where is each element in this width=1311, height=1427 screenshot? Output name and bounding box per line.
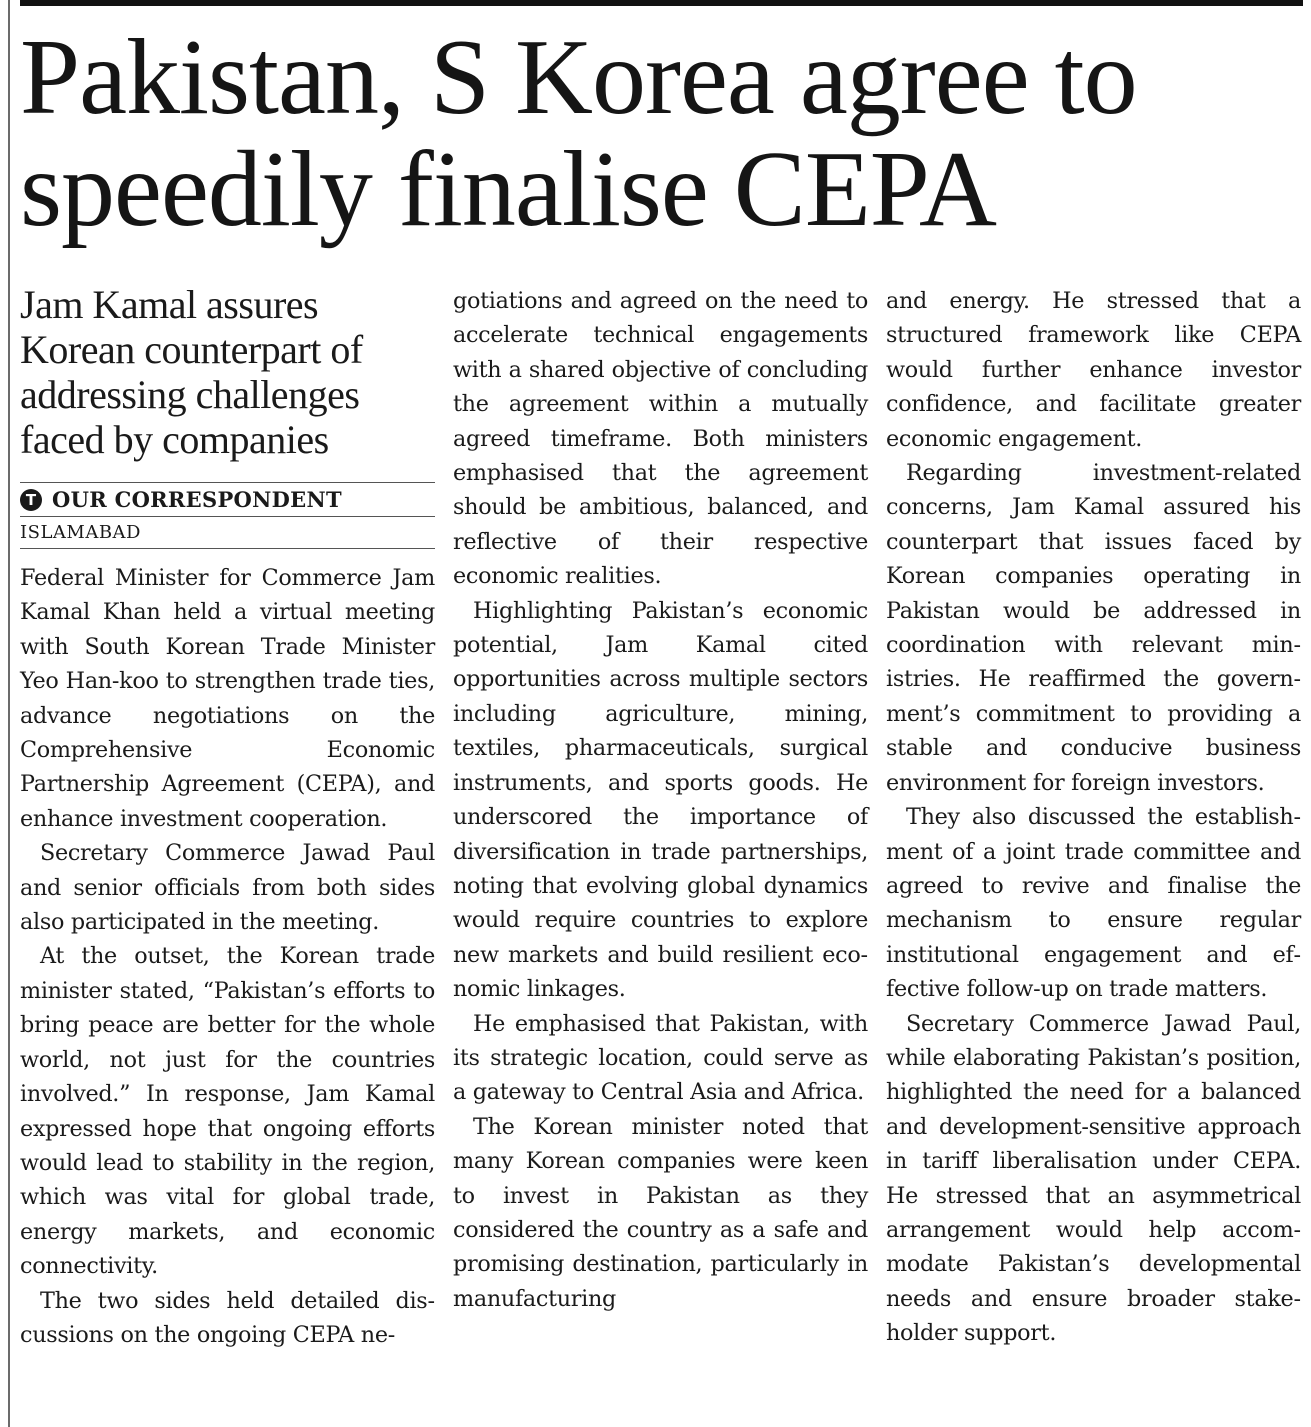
- byline-text: OUR CORRESPONDENT: [52, 487, 342, 512]
- headline: Pakistan, S Korea agree to speedily finalise CEPA: [20, 18, 1137, 249]
- byline: [20, 483, 435, 517]
- paragraph: Highlighting Pakistan’s economic potential, Jam Kamal cited opportunities across multiple sectors including agriculture, mining, textiles, pharmaceuticals, surgical instruments, and sports goods. He underscored the importance of diversification in trade partnerships, noting that evolving global dynamics would require countries to explore new markets and build resilient economic linkages.: [453, 597, 868, 1003]
- paragraph: gotiations and agreed on the need to accelerate technical engagements with a shared objective of concluding the agreement within a mutually agreed timeframe. Both ministers emphasised that the agreement should be ambitious, balanced, and reflective of their respective economic realities.: [453, 288, 868, 590]
- top-rule: [20, 0, 1303, 6]
- paragraph: Secretary Commerce Jawad Paul, while elaborating Pakistan’s position, highlighted the need for a balanced and development-sensitive approach in tariff liberalisation under CEPA. He stressed that an asymmetrical arrangement would help accommodate Pakistan’s developmental needs and ensure broader stakeholder support.: [886, 1010, 1301, 1347]
- tribune-logo-icon: T: [20, 489, 42, 511]
- column-2: [453, 284, 868, 1316]
- column-rule: [8, 0, 10, 1427]
- paragraph: Federal Minister for Commerce Jam Kamal Khan held a virtual meeting with South Korean Trade Minister Yeo Han-koo to strengthen trade ties, advance negotiations on the Comprehensive Economic Partnership Agreement (CEPA), and enhance investment cooperation.: [20, 565, 435, 832]
- paragraph: The two sides held detailed discussions on the ongoing CEPA ne-: [20, 1287, 435, 1348]
- column-1: [20, 282, 435, 1352]
- subheadline: Jam Kamal assures Korean counterpart of addressing challenges faced by companies: [20, 282, 363, 462]
- byline-block: [20, 482, 435, 549]
- paragraph: They also discussed the establishment of a joint trade committee and agreed to revive and finalise the mechanism to ensure regular institutional engagement and effective follow-up on trade matters.: [886, 804, 1301, 1003]
- dateline: ISLAMABAD: [20, 517, 435, 549]
- paragraph: He emphasised that Pakistan, with its strategic location, could serve as a gateway to Central Asia and Africa.: [453, 1010, 868, 1106]
- paragraph: The Korean minister noted that many Korean companies were keen to invest in Pakistan as they considered the country as a safe and promising destination, particularly in manufacturing: [453, 1113, 868, 1312]
- paragraph: At the outset, the Korean trade minister stated, “Pakistan’s efforts to bring peace are better for the whole world, not just for the countries involved.” In response, Jam Kamal expressed hope that ongoing efforts would lead to stability in the region, which was vital for global trade, energy markets, and economic connectivity.: [20, 943, 435, 1280]
- paragraph: and energy. He stressed that a structured framework like CEPA would further enhance investor confidence, and facilitate greater economic engagement.: [886, 288, 1301, 452]
- paragraph: Secretary Commerce Jawad Paul and senior officials from both sides also participated in the meeting.: [20, 840, 435, 936]
- paragraph: Regarding investment-related concerns, Jam Kamal assured his counterpart that issues faced by Korean companies operating in Pakistan would be addressed in coordination with relevant ministries. He reaffirmed the government’s commitment to providing a stable and conducive business environment for foreign investors.: [886, 460, 1301, 796]
- column-3: [886, 284, 1301, 1351]
- column-1-body: [20, 561, 435, 1352]
- column-3-body: [886, 284, 1301, 1351]
- column-2-body: [453, 284, 868, 1316]
